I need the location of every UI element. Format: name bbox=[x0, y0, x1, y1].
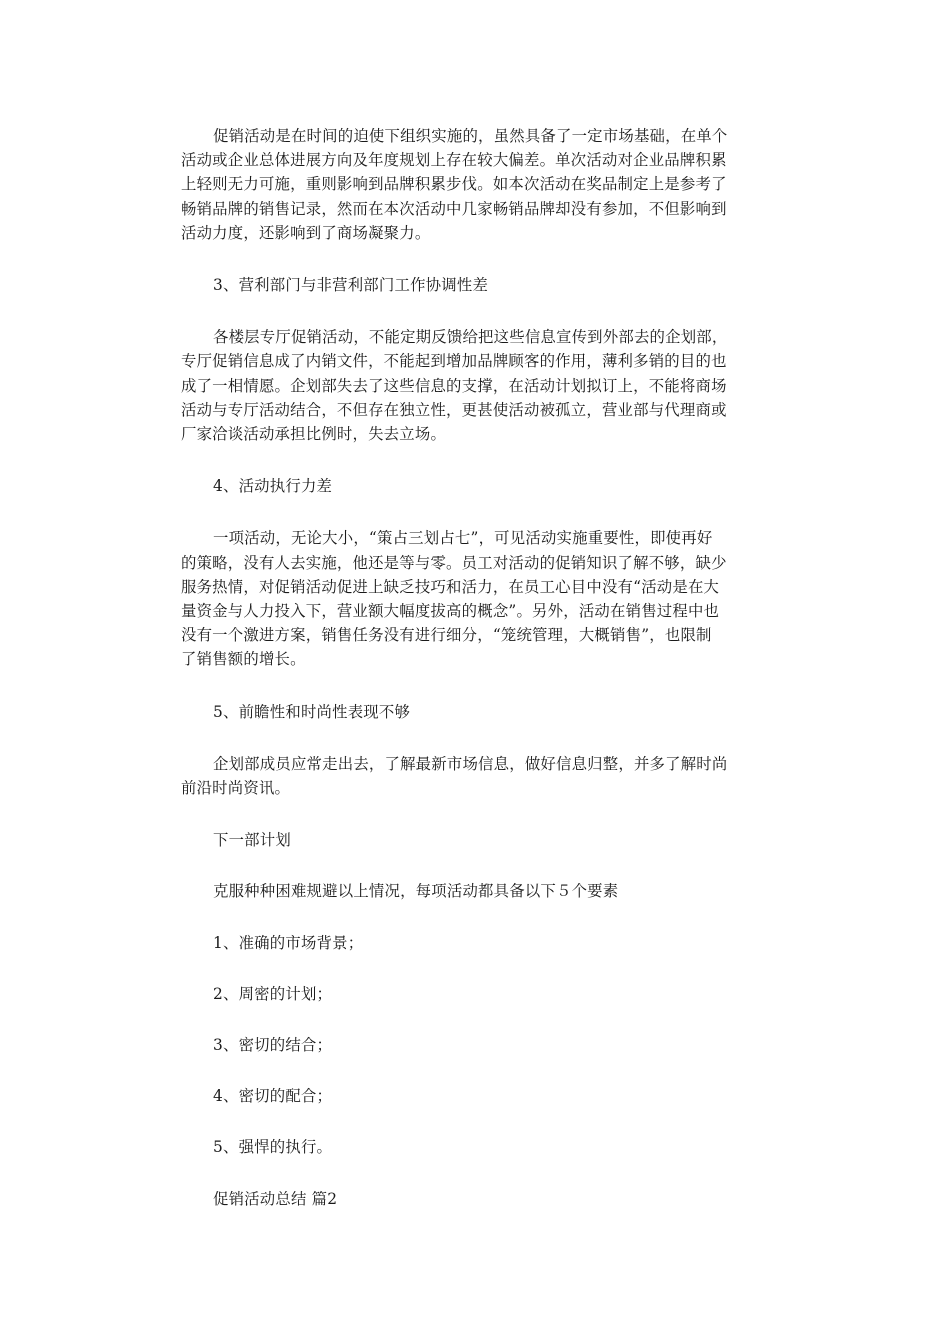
next-section-title: 促销活动总结 篇2 bbox=[213, 1189, 338, 1208]
text-line: 前沿时尚资讯。 bbox=[181, 779, 291, 798]
text-line: 活动与专厅活动结合，不但存在独立性，更甚使活动被孤立，营业部与代理商或 bbox=[181, 400, 727, 419]
text-line: 畅销品牌的销售记录，然而在本次活动中几家畅销品牌却没有参加，不但影响到 bbox=[181, 199, 727, 218]
text-line: 厂家洽谈活动承担比例时，失去立场。 bbox=[181, 425, 447, 444]
next-plan-heading: 下一部计划 bbox=[213, 831, 291, 850]
text-line: 各楼层专厅促销活动，不能定期反馈给把这些信息宣传到外部去的企划部， bbox=[213, 328, 728, 347]
list-item-1: 1、准确的市场背景； bbox=[213, 933, 364, 952]
text-line: 没有一个激进方案，销售任务没有进行细分，“笼统管理，大概销售”，也限制 bbox=[181, 626, 712, 645]
text-line: 上轻则无力可施，重则影响到品牌积累步伐。如本次活动在奖品制定上是参考了 bbox=[181, 175, 727, 194]
section-heading-5: 5、前瞻性和时尚性表现不够 bbox=[213, 702, 411, 721]
text-line: 的策略，没有人去实施，他还是等与零。员工对活动的促销知识了解不够，缺少 bbox=[181, 553, 727, 572]
list-item-4: 4、密切的配合； bbox=[213, 1087, 333, 1106]
section-heading-3: 3、营利部门与非营利部门工作协调性差 bbox=[213, 276, 489, 295]
paragraph-1 bbox=[181, 124, 771, 245]
text-line: 促销活动是在时间的迫使下组织实施的，虽然具备了一定市场基础，在单个 bbox=[213, 127, 728, 145]
text-line: 了销售额的增长。 bbox=[181, 650, 306, 669]
text-line: 一项活动，无论大小，“策占三划占七”，可见活动实施重要性，即使再好 bbox=[213, 529, 713, 548]
document-body bbox=[181, 124, 771, 1211]
paragraph-4 bbox=[181, 752, 771, 800]
list-item-2: 2、周密的计划； bbox=[213, 984, 333, 1003]
text-line: 专厅促销信息成了内销文件，不能起到增加品牌顾客的作用，薄利多销的目的也 bbox=[181, 352, 727, 371]
text-line: 服务热情，对促销活动促进上缺乏技巧和活力，在员工心目中没有“活动是在大 bbox=[181, 577, 720, 596]
text-line: 成了一相情愿。企划部失去了这些信息的支撑，在活动计划拟订上，不能将商场 bbox=[181, 376, 727, 395]
section-heading-4: 4、活动执行力差 bbox=[213, 477, 333, 496]
text-line: 活动或企业总体进展方向及年度规划上存在较大偏差。单次活动对企业品牌积累 bbox=[181, 151, 727, 170]
paragraph-3 bbox=[181, 526, 771, 671]
text-line: 企划部成员应常走出去，了解最新市场信息，做好信息归整，并多了解时尚 bbox=[213, 754, 728, 773]
text-line: 活动力度，还影响到了商场凝聚力。 bbox=[181, 223, 431, 242]
list-item-5: 5、强悍的执行。 bbox=[213, 1138, 333, 1157]
list-item-3: 3、密切的结合； bbox=[213, 1036, 333, 1055]
text-line: 量资金与人力投入下，营业额大幅度拔高的概念”。另外，活动在销售过程中也 bbox=[181, 602, 720, 621]
paragraph-2 bbox=[181, 325, 771, 446]
elements-intro: 克服种种困难规避以上情况，每项活动都具备以下５个要素 bbox=[213, 882, 619, 901]
